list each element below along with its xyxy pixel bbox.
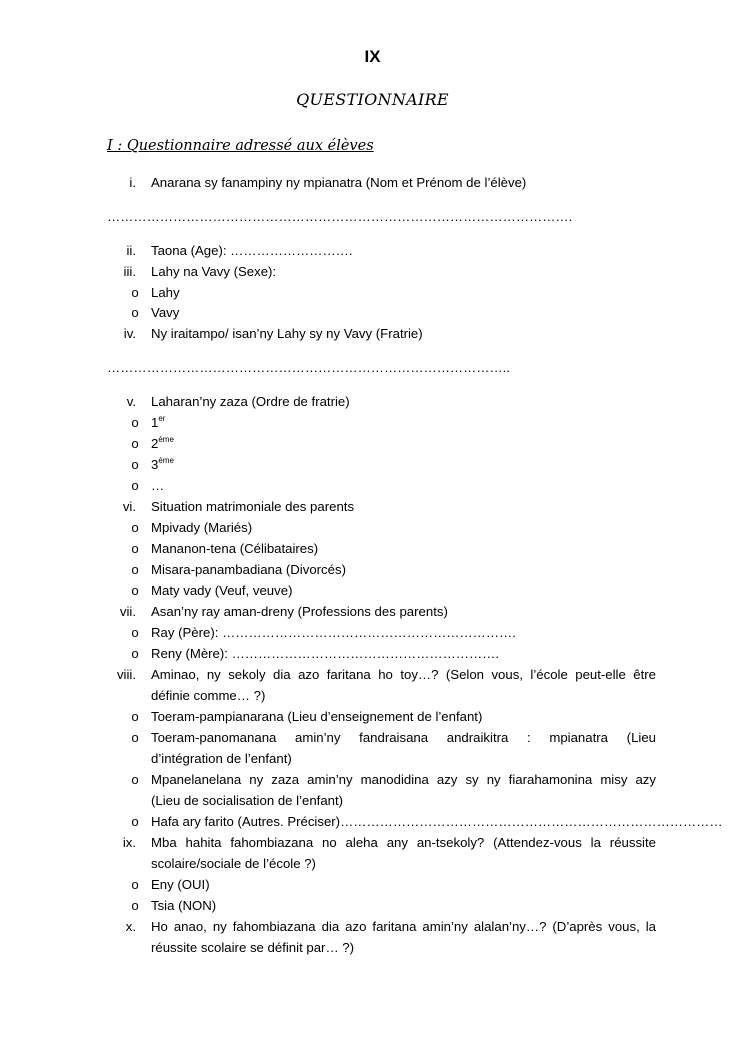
option-row [0,454,745,475]
bullet-icon: o [131,436,139,451]
option-row [0,282,745,303]
question-number: ii. [126,243,136,258]
question-row [0,391,745,412]
question-text: Lahy na Vavy (Sexe): [151,264,277,279]
option-text: … [151,478,165,493]
bullet-icon: o [131,646,139,661]
question-number: iii. [123,264,136,279]
bullet-icon: o [131,562,139,577]
option-text: d’intégration de l’enfant) [151,751,292,766]
question-text: Mba hahita fahombiazana no aleha any an-tsekoly? (Attendez-vous la réussite [151,835,656,850]
question-row [0,172,745,193]
option-text: Toeram-pampianarana (Lieu d’enseignement de l’enfant) [151,709,483,724]
bullet-icon: o [131,415,139,430]
option-text: Mpanelanelana ny zaza amin’ny manodidina azy sy ny fiarahamonina misy azy [151,772,656,787]
question-text: Ny iraitampo/ isan’ny Lahy sy ny Vavy (Fratrie) [151,326,423,341]
question-number: ix. [122,835,136,850]
question-number: iv. [123,326,136,341]
question-text: Taona (Age): ………………………. [151,243,353,258]
question-row [0,832,745,853]
bullet-icon: o [131,520,139,535]
option-text: Eny (OUI) [151,877,210,892]
option-row [0,433,745,454]
question-text: Ho anao, ny fahombiazana dia azo faritana amin’ny alalan’ny…? (D’après vous, la [151,919,656,934]
option-row [0,538,745,559]
option-row [0,811,745,832]
option-text: 3ème [151,456,174,472]
option-row [0,727,745,748]
bullet-icon: o [131,583,139,598]
option-text: 2ème [151,435,174,451]
option-row [0,874,745,895]
section-title: I : Questionnaire adressé aux élèves [107,138,374,154]
option-text: Lahy [151,285,180,300]
option-text: Mananon-tena (Célibataires) [151,541,319,556]
question-text: scolaire/sociale de l’école ?) [151,856,316,871]
option-row [0,643,745,664]
bullet-icon: o [131,814,139,829]
option-text: Toeram-panomanana amin’ny fandraisana andraikitra : mpianatra (Lieu [151,730,656,745]
question-row [0,261,745,282]
question-number: v. [126,394,136,409]
option-text: Maty vady (Veuf, veuve) [151,583,293,598]
dotted-line: ……………………………………………………………………………………………. [107,209,573,224]
answer-line [0,206,745,227]
question-row [0,496,745,517]
question-number: vii. [119,604,136,619]
page-title: QUESTIONNAIRE [296,90,449,109]
option-row [0,517,745,538]
question-text: Laharan’ny zaza (Ordre de fratrie) [151,394,350,409]
bullet-icon: o [131,541,139,556]
bullet-icon: o [131,305,139,320]
option-row [0,622,745,643]
option-text: Misara-panambadiana (Divorcés) [151,562,346,577]
question-text-continued [0,685,745,706]
bullet-icon: o [131,285,139,300]
option-text: (Lieu de socialisation de l’enfant) [151,793,344,808]
question-row [0,240,745,261]
question-number: viii. [116,667,136,682]
question-text: réussite scolaire se définit par… ?) [151,940,355,955]
option-row [0,559,745,580]
option-text-continued [0,790,745,811]
option-row [0,706,745,727]
option-row [0,302,745,323]
bullet-icon: o [131,877,139,892]
question-text: Situation matrimoniale des parents [151,499,355,514]
option-text: 1er [151,414,166,430]
answer-line [0,357,745,378]
option-row [0,475,745,496]
question-text: Aminao, ny sekoly dia azo faritana ho toy…? (Selon vous, l’école peut-elle être [151,667,656,682]
option-row [0,580,745,601]
dotted-line: ……………………………………………………………………………….. [107,360,510,375]
question-number: vi. [122,499,136,514]
question-number: i. [129,175,136,190]
option-row [0,412,745,433]
annex-number: IX [364,47,381,66]
option-row [0,769,745,790]
bullet-icon: o [131,478,139,493]
bullet-icon: o [131,772,139,787]
bullet-icon: o [131,457,139,472]
bullet-icon: o [131,709,139,724]
option-text: Reny (Mère): ……………………………………………………. [151,646,500,661]
bullet-icon: o [131,730,139,745]
bullet-icon: o [131,625,139,640]
question-text-continued [0,937,745,958]
question-row [0,664,745,685]
question-row [0,323,745,344]
option-text: Tsia (NON) [151,898,217,913]
bullet-icon: o [131,898,139,913]
option-text: Mpivady (Mariés) [151,520,253,535]
option-text: Ray (Père): …………………………………………………………. [151,625,516,640]
question-text: Asan’ny ray aman-dreny (Professions des parents) [151,604,448,619]
question-row [0,601,745,622]
question-text: définie comme… ?) [151,688,266,703]
option-row [0,895,745,916]
question-text: Anarana sy fanampiny ny mpianatra (Nom et Prénom de l’élève) [151,175,527,190]
option-text-continued [0,748,745,769]
question-row [0,916,745,937]
question-text-continued [0,853,745,874]
question-number: x. [125,919,136,934]
option-text: Vavy [151,305,180,320]
option-text: Hafa ary farito (Autres. Préciser)…………………………………………………………………………… [151,814,723,829]
